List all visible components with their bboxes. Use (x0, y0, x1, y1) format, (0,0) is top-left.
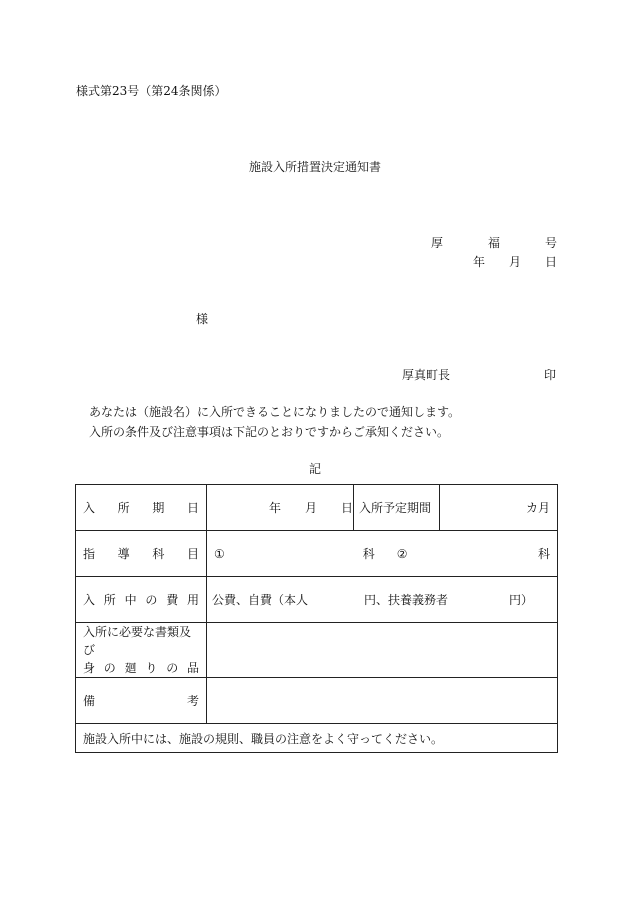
label-costs: 入 所 中 の 費 用 (76, 577, 207, 623)
date-month: 月 (508, 255, 521, 269)
doc-number-suffix: 号 (544, 236, 557, 250)
table-row-admission-date (76, 485, 558, 531)
table-row-notice (76, 724, 558, 753)
doc-number-middle: 福 (487, 236, 500, 250)
subject-1-mark: ① (214, 546, 225, 561)
issue-date (473, 256, 557, 268)
date-day: 日 (544, 255, 557, 269)
table-row-guidance-subjects (76, 531, 558, 577)
costs-field[interactable]: 公費、自費（本人 円、扶養義務者 円） (207, 577, 558, 623)
required-items-field[interactable] (207, 623, 558, 678)
label-guidance-subjects: 指 導 科 目 (76, 531, 207, 577)
doc-number-prefix: 厚 (430, 236, 443, 250)
ki-heading: 記 (308, 462, 321, 476)
table-row-required-items (76, 623, 558, 678)
document-title: 施設入所措置決定通知書 (248, 160, 381, 174)
seal-mark: 印 (544, 368, 557, 382)
subject-2-mark: ② (396, 546, 408, 561)
addressee-honorific: 様 (196, 312, 209, 326)
admission-date-field[interactable]: 年 月 日 (207, 485, 354, 531)
subject-1-unit: 科 (362, 547, 375, 561)
document-number (431, 237, 557, 249)
table-row-remarks (76, 678, 558, 724)
label-planned-period: 入所予定期間 (354, 485, 440, 531)
issuer-name: 厚真町長 (402, 368, 451, 382)
body-text-line-2: 入所の条件及び注意事項は下記のとおりですからご承知ください。 (89, 425, 450, 439)
form-number: 様式第23号（第24条関係） (76, 84, 227, 98)
notice-text: 施設入所中には、施設の規則、職員の注意をよく守ってください。 (76, 724, 558, 753)
planned-period-field[interactable]: カ月 (440, 485, 558, 531)
guidance-subjects-field[interactable] (207, 531, 558, 577)
label-required-items: 入所に必要な書類及び 身 の 廻 り の 品 (76, 623, 207, 678)
table-row-costs (76, 577, 558, 623)
label-remarks: 備 考 (76, 678, 207, 724)
body-text-line-1: あなたは（施設名）に入所できることになりましたので通知します。 (89, 405, 461, 419)
conditions-table (75, 484, 558, 753)
subject-2-unit: 科 (537, 547, 550, 561)
date-year: 年 (472, 255, 485, 269)
remarks-field[interactable] (207, 678, 558, 724)
label-admission-date: 入 所 期 日 (76, 485, 207, 531)
